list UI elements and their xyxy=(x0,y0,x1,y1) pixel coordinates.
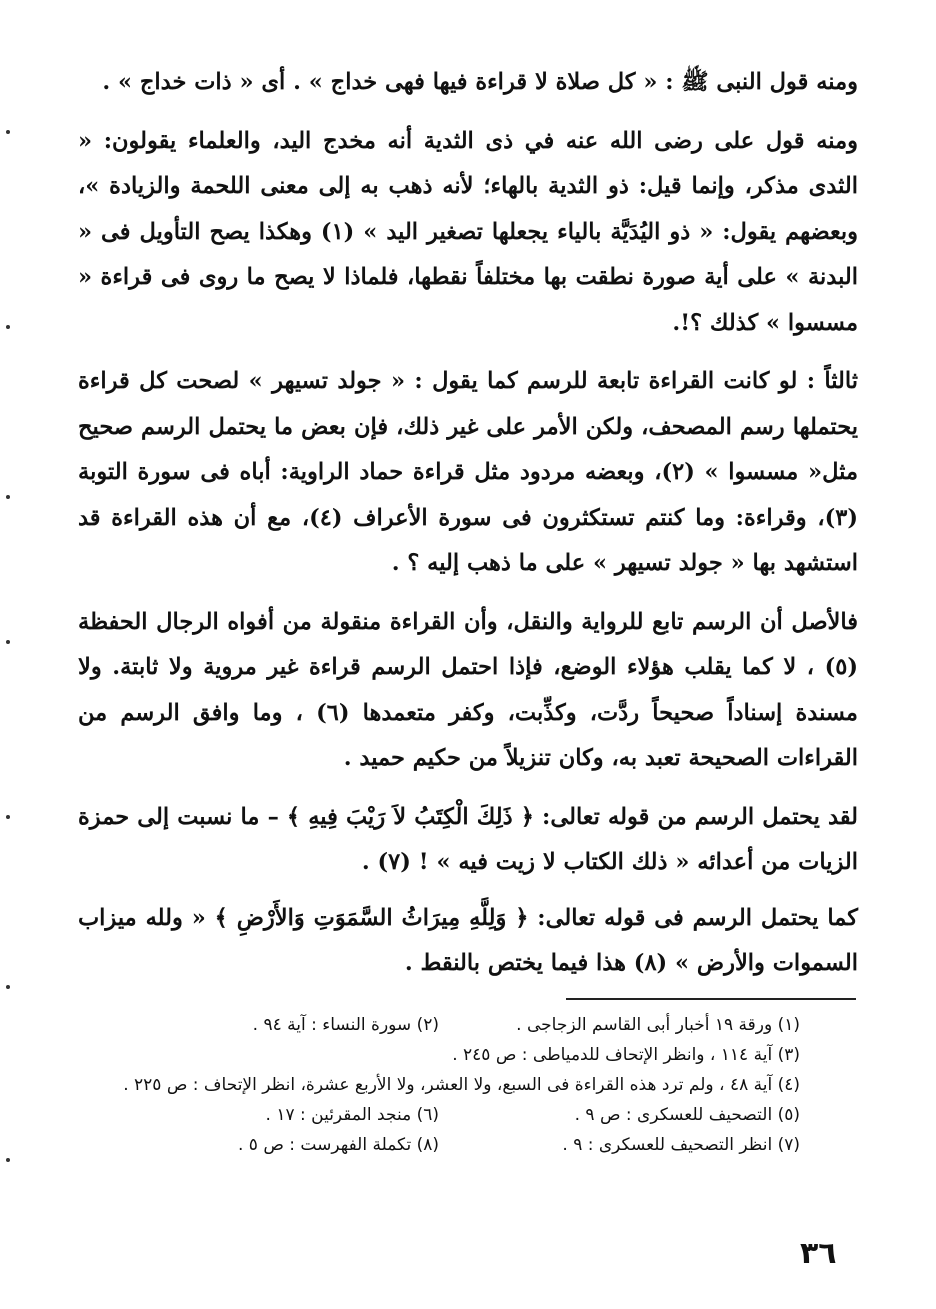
footnote-3: (٣) آية ١١٤ ، وانظر الإتحاف للدمياطى : ص ٢٤٥ . xyxy=(452,1045,800,1065)
margin-dot xyxy=(6,815,10,819)
margin-dot xyxy=(6,1158,10,1162)
main-text xyxy=(78,60,858,997)
paragraph-1: ومنه قول النبى ﷺ : « كل صلاة لا قراءة فيها فهى خداج » . أى « ذات خداج » . xyxy=(102,69,858,95)
paragraph-4: فالأصل أن الرسم تابع للرواية والنقل، وأن القراءة منقولة من أفواه الرجال الحفظة (٥) ، لا كما يقلب هؤلاء الوضع، فإذا احتمل الرسم قراءة غير مروية ولا ثابتة. ولا مسندة إسناداً صحيحاً ردَّت، وكذِّبت، وكفر متعمدها (٦) ، وما وافق الرسم من القراءات الصحيحة تعبد به، وكان تنزيلاً من حكيم حميد . xyxy=(78,608,858,771)
margin-dot xyxy=(6,130,10,134)
footnote-row xyxy=(78,1100,800,1130)
paragraph-6: كما يحتمل الرسم فى قوله تعالى: ﴿ وَلِلَّهِ مِيرَاثُ السَّمَوَتِ وَالأَرْضِ ﴾ « ولله ميزاب السموات والأرض » (٨) هذا فيما يختص بالنقط . xyxy=(78,904,858,976)
footnote-5: (٥) التصحيف للعسكرى : ص ٩ . xyxy=(574,1105,800,1125)
margin-dot xyxy=(6,985,10,989)
footnote-7: (٧) انظر التصحيف للعسكرى : ٩ . xyxy=(562,1135,800,1155)
footnote-row xyxy=(78,1130,800,1160)
footnote-row xyxy=(78,1010,800,1040)
paragraph-5: لقد يحتمل الرسم من قوله تعالى: ﴿ ذَلِكَ الْكِتَبُ لاَ رَيْبَ فِيهِ ﴾ – ما نسبت إلى حمزة الزيات من أعدائه « ذلك الكتاب لا زيت فيه » ! (٧) . xyxy=(78,803,858,875)
footnote-6: (٦) منجد المقرئين : ١٧ . xyxy=(265,1105,439,1125)
footnote-2: (٢) سورة النساء : آية ٩٤ . xyxy=(252,1015,439,1035)
paragraph-3: ثالثاً : لو كانت القراءة تابعة للرسم كما يقول : « جولد تسيهر » لصحت كل قراءة يحتملها رسم المصحف، ولكن الأمر على غير ذلك، فإن بعض ما يحتمل الرسم صحيح مثل« مسسوا » (٢)، وبعضه مردود مثل قراءة حماد الراوية: أباه فى سورة التوبة (٣)، وقراءة: وما كنتم تستكثرون فى سورة الأعراف (٤)، مع أن هذه القراءة قد استشهد بها « جولد تسيهر » على ما ذهب إليه ؟ . xyxy=(78,368,858,576)
footnotes xyxy=(78,1010,800,1160)
margin-dot xyxy=(6,495,10,499)
page-number: ٣٦ xyxy=(800,1236,837,1271)
footnote-8: (٨) تكملة الفهرست : ص ٥ . xyxy=(237,1135,439,1155)
footnote-separator xyxy=(566,998,856,1000)
footnote-4: (٤) آية ٤٨ ، ولم ترد هذه القراءة فى السبع، ولا العشر، ولا الأربع عشرة، انظر الإتحاف : ص ٢٢٥ . xyxy=(123,1075,800,1095)
paragraph-2: ومنه قول على رضى الله عنه في ذى الثدية أنه مخدج اليد، والعلماء يقولون: « الثدى مذكر، وإنما قيل: ذو الثدية بالهاء؛ لأنه ذهب به إلى معنى اللحمة والزيادة »، وبعضهم يقول: « ذو اليُدَيَّة بالياء يجعلها تصغير اليد » (١) وهكذا يصح التأويل فى « البدنة » على أية صورة نطقت بها مختلفاً نقطها، فلماذا لا يصح ما روى فى قراءة « مسسوا » كذلك ؟!. xyxy=(78,127,858,336)
margin-dot xyxy=(6,640,10,644)
margin-dot xyxy=(6,325,10,329)
footnote-1: (١) ورقة ١٩ أخبار أبى القاسم الزجاجى . xyxy=(516,1015,800,1035)
